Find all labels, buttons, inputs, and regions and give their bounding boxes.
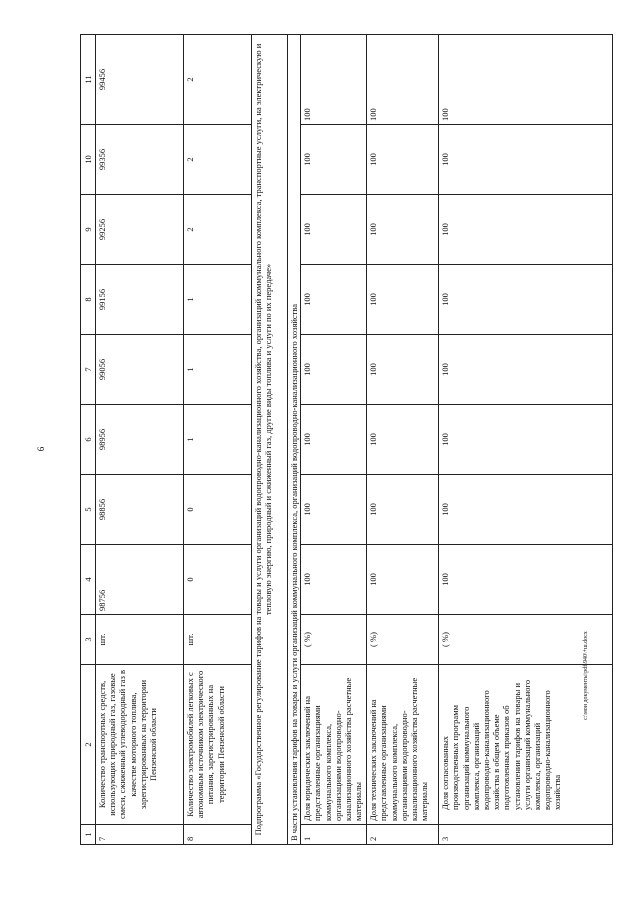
value-cell: 100 xyxy=(367,545,439,615)
value-cell: 98956 xyxy=(96,405,184,475)
row-number: 2 xyxy=(367,825,439,845)
col-header: 9 xyxy=(81,195,96,265)
col-header: 8 xyxy=(81,265,96,335)
col-header: 6 xyxy=(81,405,96,475)
unit: шт. xyxy=(184,615,252,665)
value-cell: 99356 xyxy=(96,125,184,195)
value-cell: 99156 xyxy=(96,265,184,335)
table-row xyxy=(367,35,439,845)
col-header: 10 xyxy=(81,125,96,195)
value-cell: 100 xyxy=(439,335,613,405)
value-cell: 100 xyxy=(367,405,439,475)
value-cell: 1 xyxy=(184,405,252,475)
col-header: 4 xyxy=(81,545,96,615)
indicator-name: Доля технических заключений на представленные организациями коммунального комплекса, организациями водопроводно-канализационного хозяйства расчетные материалы xyxy=(367,665,439,825)
value-cell: 100 xyxy=(439,405,613,475)
section-title: В части установления тарифов на товары и услуги организаций коммунального комплекса, организаций водопроводно-канализационного хозяйства xyxy=(288,35,301,845)
col-header: 7 xyxy=(81,335,96,405)
row-number: 3 xyxy=(439,825,613,845)
value-cell: 99056 xyxy=(96,335,184,405)
value-cell: 100 xyxy=(367,335,439,405)
section-row xyxy=(288,35,301,845)
subprogram-row xyxy=(252,35,288,845)
table-row xyxy=(184,35,252,845)
indicator-name: Доля юридических заключений на представленные организациями коммунального комплекса, организациями водопроводно-канализационного хозяйства расчетные материалы xyxy=(301,665,367,825)
value-cell: 0 xyxy=(184,475,252,545)
value-cell: 0 xyxy=(184,545,252,615)
unit: ( %) xyxy=(367,615,439,665)
page-number: 9 xyxy=(35,446,46,452)
value-cell: 98756 xyxy=(96,545,184,615)
value-cell: 100 xyxy=(301,405,367,475)
value-cell: 100 xyxy=(439,545,613,615)
table-row xyxy=(439,35,613,845)
value-cell: 100 xyxy=(301,125,367,195)
col-header: 5 xyxy=(81,475,96,545)
rotated-table-container xyxy=(80,35,613,845)
value-cell: 100 xyxy=(439,265,613,335)
indicators-table xyxy=(80,34,613,845)
col-header: 2 xyxy=(81,665,96,825)
col-header: 11 xyxy=(81,35,96,125)
value-cell: 100 xyxy=(367,125,439,195)
footer-file-path: c:\мои документы\pdf\940\+ш.docx xyxy=(583,631,589,720)
indicator-name: Количество электромобилей легковых с автономным источником электрического питания, зарегистрированных на территории Пензенской области xyxy=(184,665,252,825)
value-cell: 100 xyxy=(367,35,439,125)
row-number: 1 xyxy=(301,825,367,845)
value-cell: 1 xyxy=(184,265,252,335)
value-cell: 100 xyxy=(367,475,439,545)
value-cell: 100 xyxy=(367,195,439,265)
col-header: 1 xyxy=(81,825,96,845)
value-cell: 100 xyxy=(301,545,367,615)
value-cell: 99456 xyxy=(96,35,184,125)
value-cell: 100 xyxy=(301,195,367,265)
col-header: 3 xyxy=(81,615,96,665)
value-cell: 100 xyxy=(439,475,613,545)
value-cell: 100 xyxy=(301,475,367,545)
header-row xyxy=(81,35,96,845)
value-cell: 98856 xyxy=(96,475,184,545)
row-number: 7 xyxy=(96,825,184,845)
table-row xyxy=(301,35,367,845)
value-cell: 1 xyxy=(184,335,252,405)
value-cell: 100 xyxy=(301,335,367,405)
value-cell: 99256 xyxy=(96,195,184,265)
value-cell: 2 xyxy=(184,35,252,125)
table-row xyxy=(96,35,184,845)
value-cell: 100 xyxy=(367,265,439,335)
unit: ( %) xyxy=(301,615,367,665)
indicator-name: Доля согласованных производственных программ организаций коммунального комплекса, организаций водопроводно-канализационного хозяйства в общем объеме подготовленных приказов об установлении тарифов на товары и услуги организаций коммунального комплекса, организаций водопроводно-канализационного хозяйства xyxy=(439,665,613,825)
value-cell: 100 xyxy=(439,195,613,265)
value-cell: 100 xyxy=(439,125,613,195)
value-cell: 2 xyxy=(184,125,252,195)
indicator-name: Количество транспортных средств, использующих природный газ, газовые смеси, сжиженный углеводородный газ в качестве моторного топлива, зарегистрированных на территории Пензенской области xyxy=(96,665,184,825)
unit: шт. xyxy=(96,615,184,665)
value-cell: 2 xyxy=(184,195,252,265)
subprogram-title: Подпрограмма «Государственное регулирование тарифов на товары и услуги организаций водопроводно-канализационного хозяйства, организаций коммунального комплекса, транспортные услуги, на электрическую и тепловую энергию, природный и сжиженный газ, другие виды топлива и услуги по их передаче» xyxy=(252,35,288,845)
unit: ( %) xyxy=(439,615,613,665)
value-cell: 100 xyxy=(439,35,613,125)
value-cell: 100 xyxy=(301,35,367,125)
value-cell: 100 xyxy=(301,265,367,335)
row-number: 8 xyxy=(184,825,252,845)
